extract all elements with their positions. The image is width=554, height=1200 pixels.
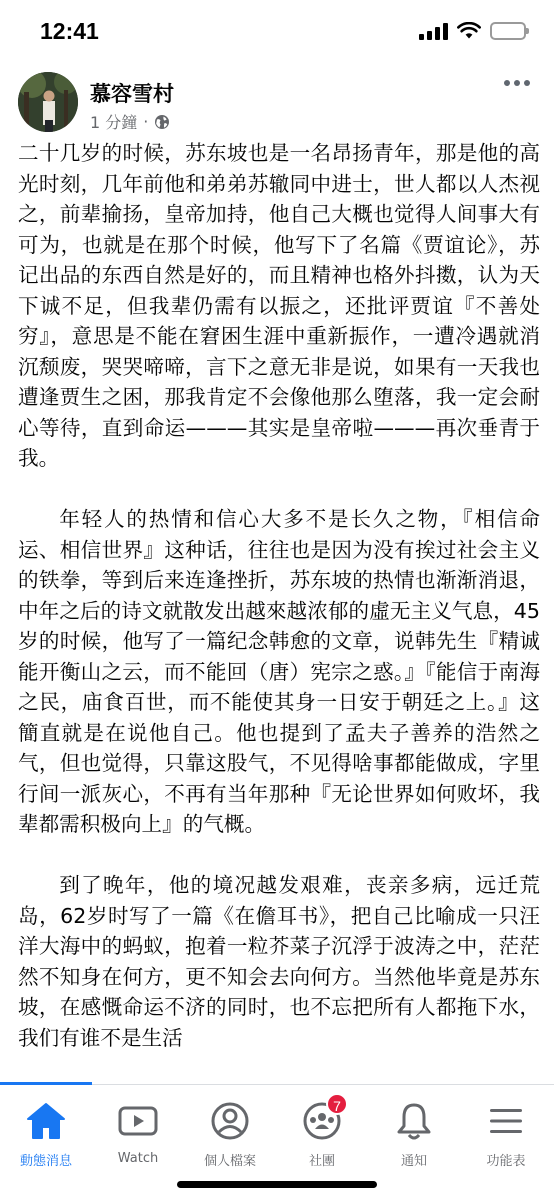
status-bar <box>0 0 554 64</box>
author-avatar[interactable] <box>18 72 78 132</box>
post-meta <box>90 110 170 133</box>
tab-label: 個人檔案 <box>203 1154 256 1169</box>
status-icons <box>419 22 526 40</box>
bell-icon <box>392 1099 436 1142</box>
post-paragraph: 年轻人的热情和信心大多不是长久之物，『相信命运、相信世界』这种话，往往也是因为没有挨过社会主义的铁拳，等到后来连逢挫折，苏东坡的热情也渐渐消退，中年之后的诗文就散发出越來越浓郁的虛无主义气息，45岁的时候，他写了一篇纪念韩愈的文章，说韩先生『精诚能开衡山之云，而不能回（唐）宪宗之惑。』『能信于南海之民，庙食百世，而不能使其身一日安于朝廷之上。』这簡直就是在说他自己。他也提到了孟夫子善养的浩然之气，但也觉得，只靠这股气，不见得啥事都能做成，字里行间一派灰心，不再有当年那种『无论世界如何败坏，我辈都需积极向上』的气概。 <box>18 507 540 836</box>
post-header <box>0 64 554 144</box>
cellular-signal-icon <box>419 22 448 40</box>
groups-icon <box>300 1099 344 1142</box>
more-options-button[interactable] <box>500 76 534 90</box>
bottom-tab-bar <box>0 1084 554 1200</box>
menu-icon <box>484 1099 528 1142</box>
tab-watch[interactable] <box>92 1099 184 1169</box>
home-indicator[interactable] <box>177 1181 377 1188</box>
tab-news-feed[interactable] <box>0 1099 92 1169</box>
notification-badge: 7 <box>326 1093 348 1115</box>
tab-label: Watch <box>117 1151 159 1166</box>
tab-menu[interactable] <box>460 1099 552 1169</box>
wifi-icon <box>457 22 481 40</box>
tab-label: 通知 <box>400 1154 427 1169</box>
tab-label: 社團 <box>308 1154 335 1169</box>
tab-groups[interactable] <box>276 1099 368 1169</box>
tab-notifications[interactable] <box>368 1099 460 1169</box>
author-name[interactable]: 慕容雪村 <box>90 82 174 106</box>
tab-label: 動態消息 <box>19 1154 72 1169</box>
active-tab-indicator <box>0 1082 92 1085</box>
meta-separator: · <box>143 112 149 131</box>
post-paragraph: 二十几岁的时候，苏东坡也是一名昂扬青年，那是他的高光时刻，几年前他和弟弟苏辙同中进士，世人都以人杰视之，前辈揄扬，皇帝加持，他自己大概也觉得人间事大有可为，也就是在那个时候，他写下了名篇《贾谊论》，苏记出品的东西自然是好的，而且精神也格外抖擞，认为天下诚不足，但我辈仍需有以振之，还批评贾谊『不善处穷』，意思是不能在窘困生涯中重新振作，一遭冷遇就消沉颓废，哭哭啼啼，言下之意无非是说，如果有一天我也遭逢贾生之困，那我肯定不会像他那么堕落，我一定会耐心等待，直到命运———其实是皇帝啦———再次垂青于我。 <box>18 141 540 470</box>
post-time[interactable]: 1 分鐘 <box>90 113 138 132</box>
tab-profile[interactable] <box>184 1099 276 1169</box>
profile-icon <box>208 1099 252 1142</box>
battery-icon <box>490 22 526 40</box>
watch-icon <box>116 1099 160 1143</box>
post-paragraph: 到了晚年，他的境况越发艰难，丧亲多病，远迁荒岛，62岁时写了一篇《在儋耳书》，把自己比喻成一只汪洋大海中的蚂蚁，抱着一粒芥菜子沉浮于波涛之中，茫茫然不知身在何方，更不知会去向何方。当然他毕竟是苏东坡，在感慨命运不济的同时，也不忘把所有人都拖下水，我们有谁不是生活 <box>18 873 540 1050</box>
globe-icon <box>154 114 170 130</box>
status-time: 12:41 <box>40 18 99 44</box>
tab-label: 功能表 <box>486 1154 526 1169</box>
home-icon <box>24 1099 68 1142</box>
post-body <box>18 138 540 1084</box>
